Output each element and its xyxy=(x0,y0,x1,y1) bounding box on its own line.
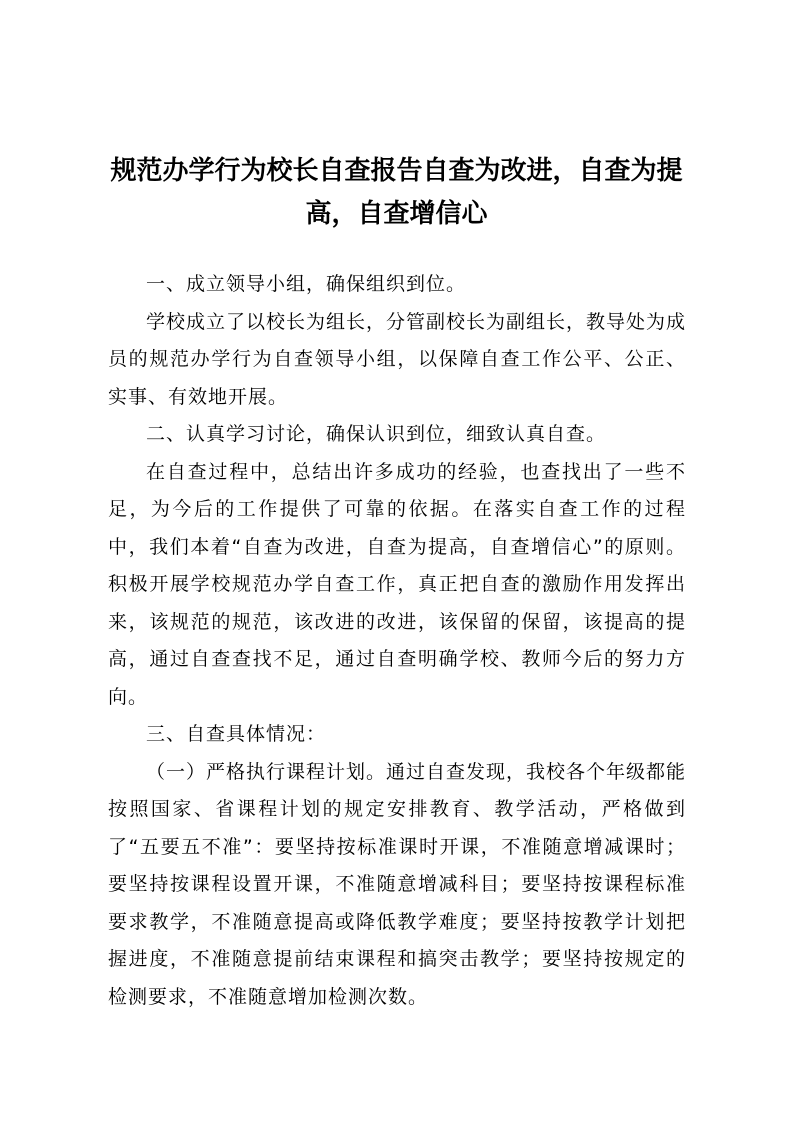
section-heading-2: 二、认真学习讨论，确保认识到位，细致认真自查。 xyxy=(146,423,607,445)
section-heading-1: 一、成立领导小组，确保组织到位。 xyxy=(146,273,467,295)
section-heading-3: 三、自查具体情况： xyxy=(146,723,327,745)
paragraph-1: 学校成立了以校长为组长，分管副校长为副组长，教导处为成员的规范办学行为自查领导小组，以保障自查工作公平、公正、实事、有效地开展。 xyxy=(108,310,687,408)
paragraph-2: 在自查过程中，总结出许多成功的经验，也查找出了一些不足，为今后的工作提供了可靠的依据。在落实自查工作的过程中，我们本着“自查为改进，自查为提高，自查增信心”的原则。积极开展学校规范办学自查工作，真正把自查的激励作用发挥出来，该规范的规范，该改进的改进，该保留的保留，该提高的提高，通过自查查找不足，通过自查明确学校、教师今后的努力方向。 xyxy=(108,460,686,708)
document-body xyxy=(108,266,686,1016)
paragraph-3: （一）严格执行课程计划。通过自查发现，我校各个年级都能按照国家、省课程计划的规定安排教育、教学活动，严格做到了“五要五不准”：要坚持按标准课时开课，不准随意增减课时；要坚持按课程设置开课，不准随意增减科目；要坚持按课程标准要求教学，不准随意提高或降低教学难度；要坚持按教学计划把握进度，不准随意提前结束课程和搞突击教学；要坚持按规定的检测要求，不准随意增加检测次数。 xyxy=(108,760,687,1008)
document-title: 规范办学行为校长自查报告自查为改进，自查为提高，自查增信心 xyxy=(110,156,683,229)
